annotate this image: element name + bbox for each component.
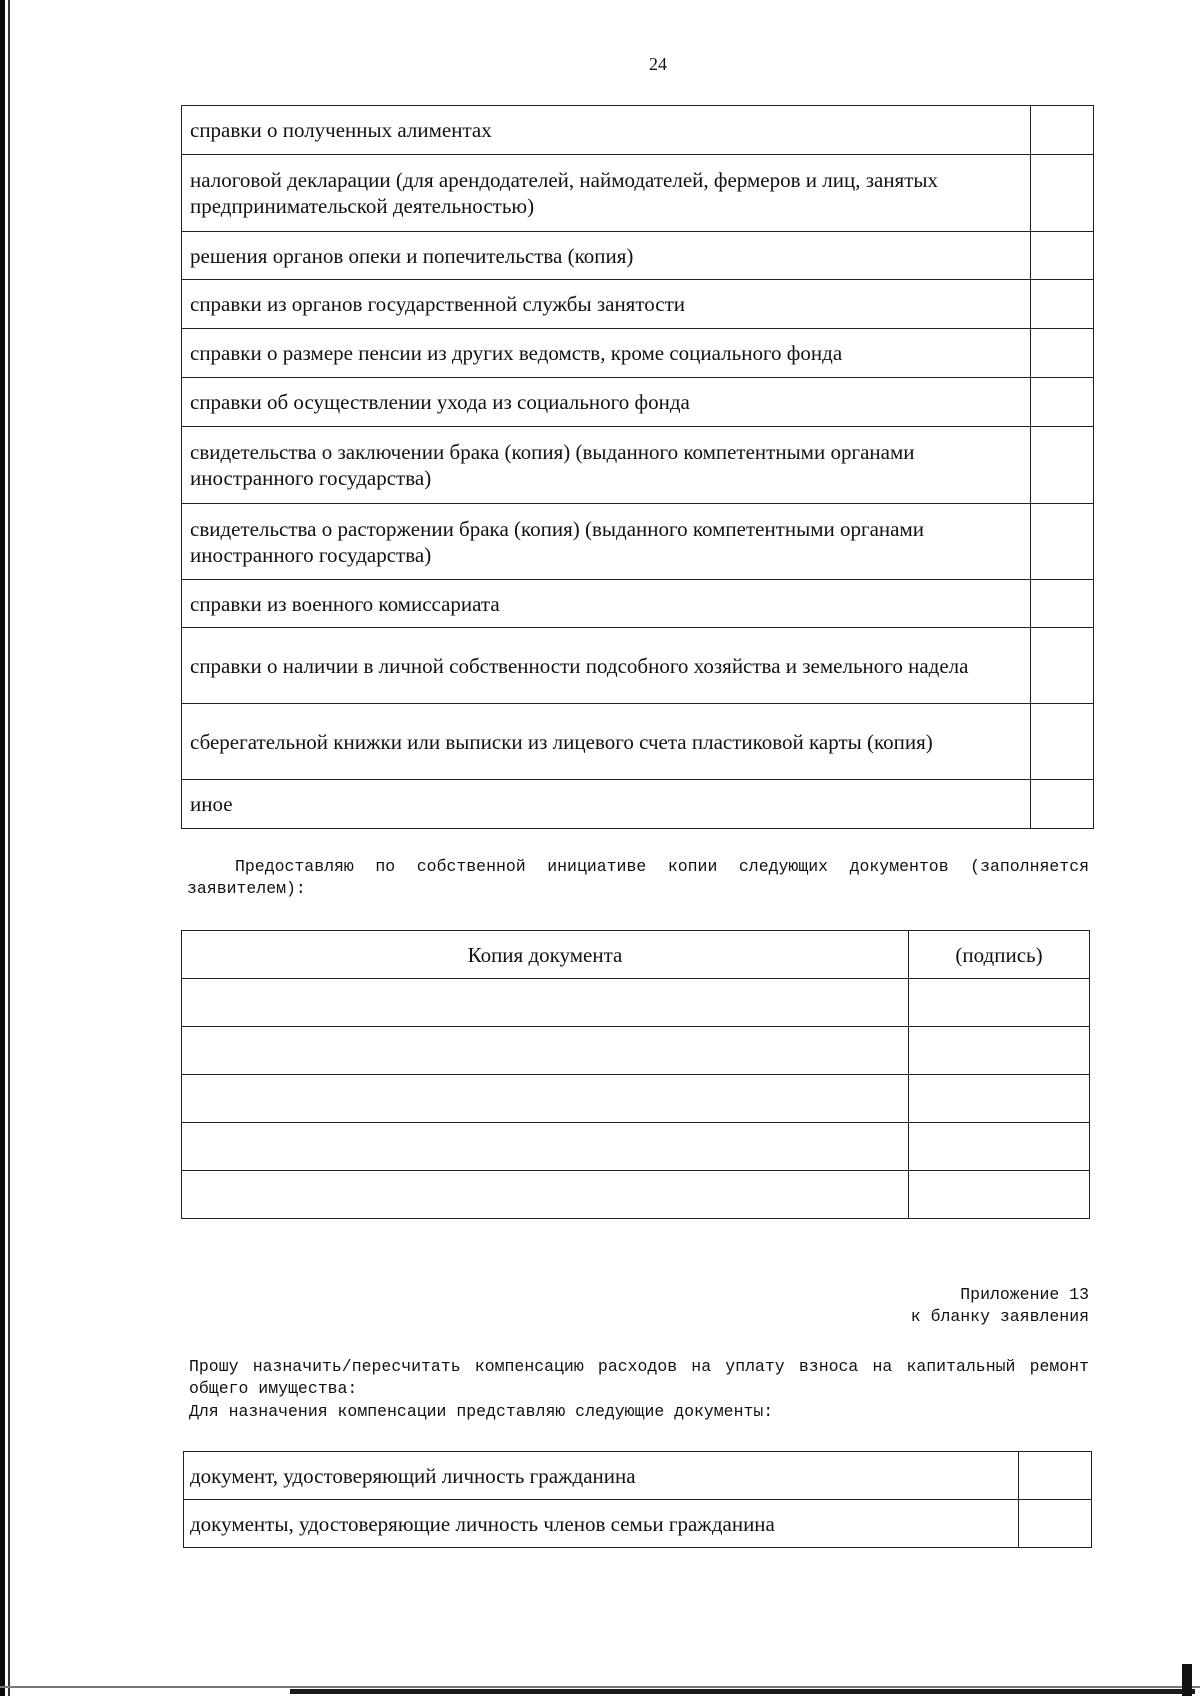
checkbox-cell[interactable] [1031, 704, 1094, 780]
document-label: справки об осуществлении ухода из социального фонда [182, 378, 1031, 427]
table-row [182, 1171, 1090, 1219]
table-row [182, 155, 1094, 232]
document-label: документ, удостоверяющий личность гражданина [184, 1452, 1019, 1500]
checkbox-cell[interactable] [1031, 232, 1094, 280]
signature-cell[interactable] [909, 979, 1090, 1027]
table-row [182, 427, 1094, 504]
document-label: справки о наличии в личной собственности подсобного хозяйства и земельного надела [182, 628, 1031, 704]
table-row [182, 280, 1094, 329]
appendix-heading [911, 1284, 1089, 1328]
header-signature: (подпись) [909, 931, 1090, 979]
checkbox-cell[interactable] [1031, 427, 1094, 504]
document-copy-cell[interactable] [182, 1171, 909, 1219]
document-label: налоговой декларации (для арендодателей, наймодателей, фермеров и лиц, занятых предпринимательской деятельностью) [182, 155, 1031, 232]
checkbox-cell[interactable] [1031, 106, 1094, 155]
header-document-copy: Копия документа [182, 931, 909, 979]
table-row [182, 979, 1090, 1027]
table-row [184, 1452, 1092, 1500]
scan-edge-left [0, 0, 5, 1696]
checkbox-cell[interactable] [1031, 280, 1094, 329]
copies-intro-text: Предоставляю по собственной инициативе копии следующих документов (заполняется заявителем): [187, 857, 1089, 898]
table-row [182, 1027, 1090, 1075]
page-number: 24 [649, 54, 667, 74]
checkbox-cell[interactable] [1031, 378, 1094, 427]
checkbox-cell[interactable] [1019, 1500, 1092, 1548]
document-label: справки из военного комиссариата [182, 580, 1031, 628]
scan-corner-mark [1182, 1664, 1192, 1696]
appendix-subtitle: к бланку заявления [910, 1307, 1089, 1326]
document-copy-cell[interactable] [182, 1027, 909, 1075]
checkbox-cell[interactable] [1031, 628, 1094, 704]
document-label: свидетельства о расторжении брака (копия) (выданного компетентными органами иностранного государства) [182, 504, 1031, 580]
checkbox-cell[interactable] [1031, 580, 1094, 628]
table-row [182, 780, 1094, 829]
document-copy-cell[interactable] [182, 1123, 909, 1171]
checkbox-cell[interactable] [1031, 155, 1094, 232]
checkbox-cell[interactable] [1019, 1452, 1092, 1500]
table-row [182, 704, 1094, 780]
scan-edge-left-inner [8, 0, 10, 1696]
signature-cell[interactable] [909, 1027, 1090, 1075]
document-label: справки из органов государственной службы занятости [182, 280, 1031, 329]
document-copy-cell[interactable] [182, 979, 909, 1027]
signature-cell[interactable] [909, 1075, 1090, 1123]
checkbox-cell[interactable] [1031, 780, 1094, 829]
copies-table [181, 930, 1090, 1219]
appendix-number: Приложение 13 [960, 1285, 1089, 1304]
table-header-row [182, 931, 1090, 979]
table-row [182, 1075, 1090, 1123]
checkbox-cell[interactable] [1031, 504, 1094, 580]
request-text: Прошу назначить/пересчитать компенсацию расходов на уплату взноса на капитальный ремонт общего имущества: [189, 1357, 1089, 1398]
document-label: свидетельства о заключении брака (копия) (выданного компетентными органами иностранного государства) [182, 427, 1031, 504]
document-label: сберегательной книжки или выписки из лицевого счета пластиковой карты (копия) [182, 704, 1031, 780]
signature-cell[interactable] [909, 1123, 1090, 1171]
document-label: справки о размере пенсии из других ведомств, кроме социального фонда [182, 329, 1031, 378]
document-copy-cell[interactable] [182, 1075, 909, 1123]
table-row [182, 580, 1094, 628]
checkbox-cell[interactable] [1031, 329, 1094, 378]
scan-bottom-bar [290, 1689, 1195, 1694]
signature-cell[interactable] [909, 1171, 1090, 1219]
submit-documents-text: Для назначения компенсации представляю следующие документы: [189, 1402, 774, 1421]
table-row [184, 1500, 1092, 1548]
table-row [182, 1123, 1090, 1171]
table-row [182, 504, 1094, 580]
table-row [182, 628, 1094, 704]
documents-checklist-table [181, 105, 1094, 829]
document-label: иное [182, 780, 1031, 829]
table-row [182, 232, 1094, 280]
table-row [182, 106, 1094, 155]
document-label: документы, удостоверяющие личность членов семьи гражданина [184, 1500, 1019, 1548]
table-row [182, 329, 1094, 378]
scan-bottom-line [0, 1686, 1200, 1688]
table-row [182, 378, 1094, 427]
document-label: решения органов опеки и попечительства (копия) [182, 232, 1031, 280]
document-label: справки о полученных алиментах [182, 106, 1031, 155]
identity-documents-table [183, 1451, 1092, 1548]
